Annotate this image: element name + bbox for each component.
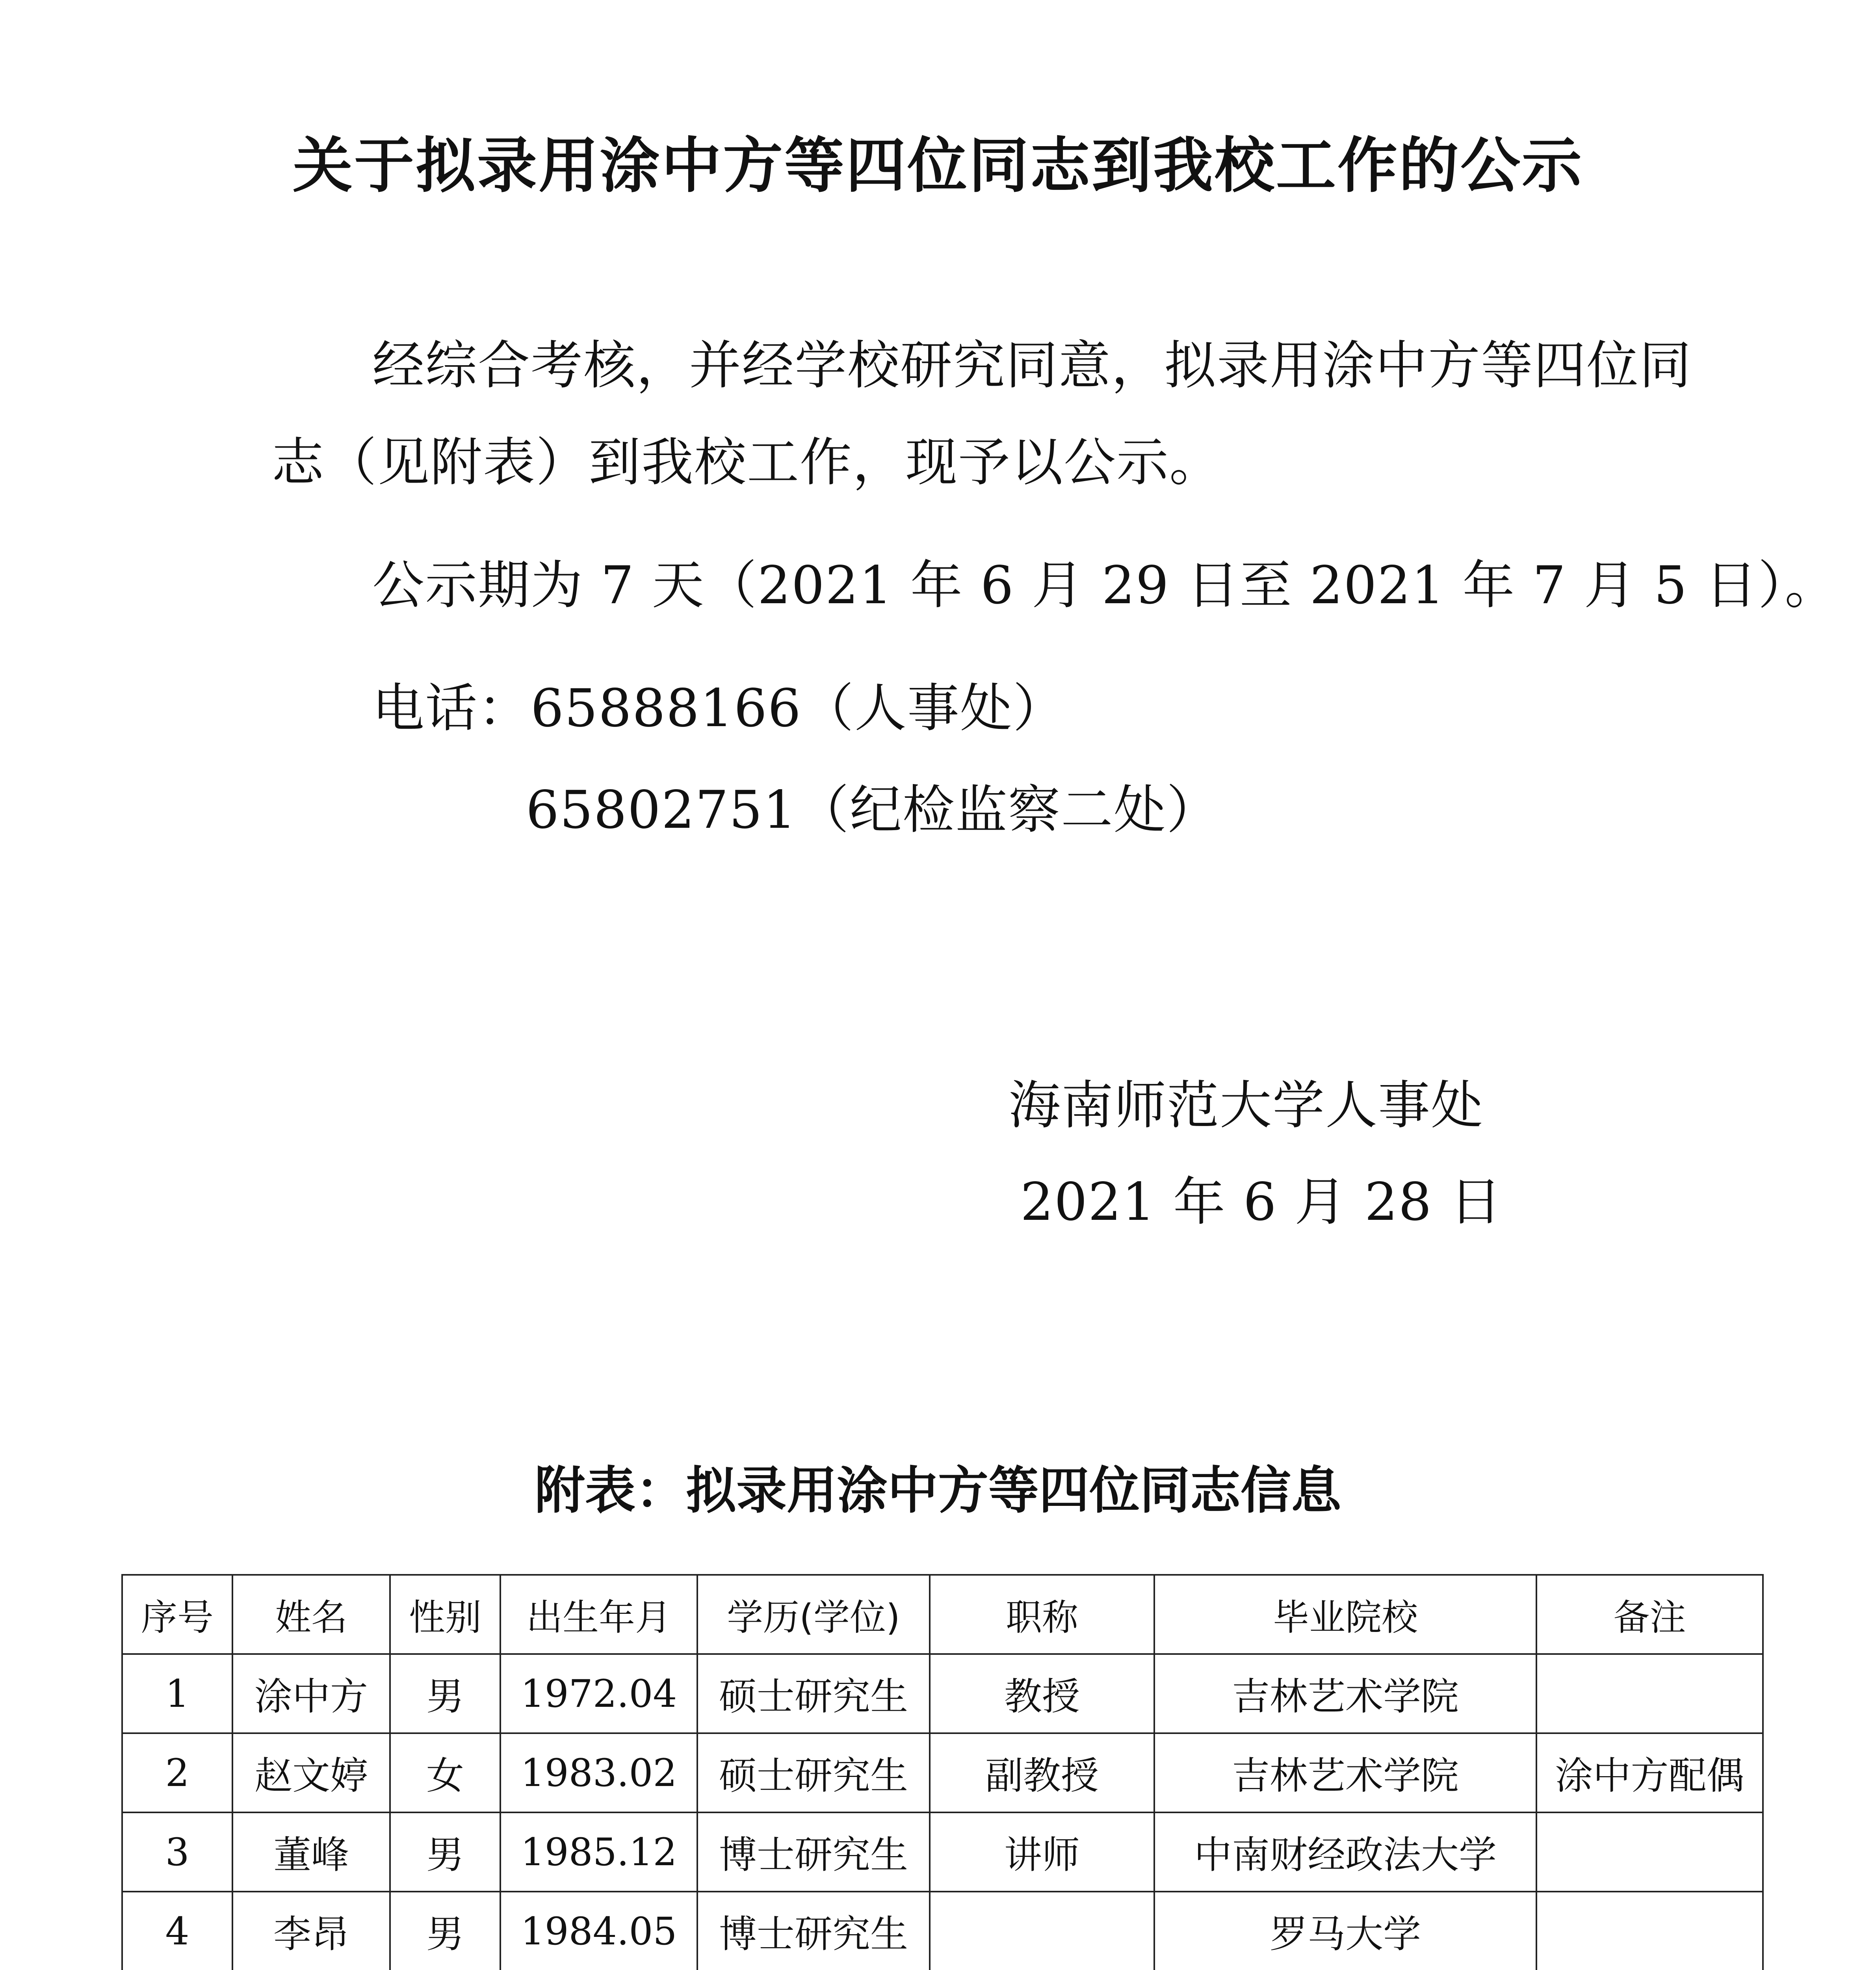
signature-org: 海南师范大学人事处: [1009, 1075, 1484, 1136]
cell-title: 副教授: [930, 1733, 1154, 1812]
paragraph-intro-line1: 经综合考核，并经学校研究同意，拟录用涂中方等四位同: [372, 335, 1692, 396]
cell-gender: 女: [390, 1733, 500, 1812]
cell-remark: [1536, 1812, 1763, 1892]
cell-remark: [1536, 1892, 1763, 1970]
header-gender: 性别: [390, 1575, 500, 1654]
notice-title: 关于拟录用涂中方等四位同志到我校工作的公示: [293, 131, 1583, 201]
header-birth: 出生年月: [500, 1575, 697, 1654]
cell-index: 2: [122, 1733, 232, 1812]
cell-birth: 1985.12: [500, 1812, 697, 1892]
header-name: 姓名: [232, 1575, 390, 1654]
table-row: [122, 1892, 1763, 1970]
cell-name: 赵文婷: [232, 1733, 390, 1812]
table-row: [122, 1812, 1763, 1892]
cell-name: 李昂: [232, 1892, 390, 1970]
header-index: 序号: [122, 1575, 232, 1654]
cell-school: 罗马大学: [1154, 1892, 1536, 1970]
cell-remark: 涂中方配偶: [1536, 1733, 1763, 1812]
cell-gender: 男: [390, 1892, 500, 1970]
phone-line-hr: 电话：65888166（人事处）: [372, 678, 1066, 739]
cell-education: 博士研究生: [697, 1892, 930, 1970]
cell-birth: 1984.05: [500, 1892, 697, 1970]
cell-remark: [1536, 1654, 1763, 1733]
cell-gender: 男: [390, 1812, 500, 1892]
table-header-row: [122, 1575, 1763, 1654]
header-education: 学历(学位): [697, 1575, 930, 1654]
cell-name: 董峰: [232, 1812, 390, 1892]
header-remark: 备注: [1536, 1575, 1763, 1654]
cell-birth: 1983.02: [500, 1733, 697, 1812]
cell-school: 吉林艺术学院: [1154, 1654, 1536, 1733]
header-title: 职称: [930, 1575, 1154, 1654]
cell-title: [930, 1892, 1154, 1970]
cell-school: 吉林艺术学院: [1154, 1733, 1536, 1812]
cell-education: 硕士研究生: [697, 1654, 930, 1733]
phone-line-discipline: 65802751（纪检监察二处）: [526, 780, 1219, 840]
paragraph-intro-line2: 志（见附表）到我校工作，现予以公示。: [272, 432, 1222, 493]
cell-index: 4: [122, 1892, 232, 1970]
paragraph-period: 公示期为 7 天（2021 年 6 月 29 日至 2021 年 7 月 5 日）。: [372, 555, 1838, 616]
cell-birth: 1972.04: [500, 1654, 697, 1733]
cell-index: 1: [122, 1654, 232, 1733]
cell-education: 博士研究生: [697, 1812, 930, 1892]
cell-education: 硕士研究生: [697, 1733, 930, 1812]
cell-gender: 男: [390, 1654, 500, 1733]
appendix-table: [121, 1574, 1764, 1970]
header-school: 毕业院校: [1154, 1575, 1536, 1654]
cell-title: 教授: [930, 1654, 1154, 1733]
cell-school: 中南财经政法大学: [1154, 1812, 1536, 1892]
signature-date: 2021 年 6 月 28 日: [1020, 1172, 1503, 1232]
table-row: [122, 1733, 1763, 1812]
table-row: [122, 1654, 1763, 1733]
cell-index: 3: [122, 1812, 232, 1892]
cell-name: 涂中方: [232, 1654, 390, 1733]
appendix-title: 附表：拟录用涂中方等四位同志信息: [534, 1461, 1341, 1520]
cell-title: 讲师: [930, 1812, 1154, 1892]
